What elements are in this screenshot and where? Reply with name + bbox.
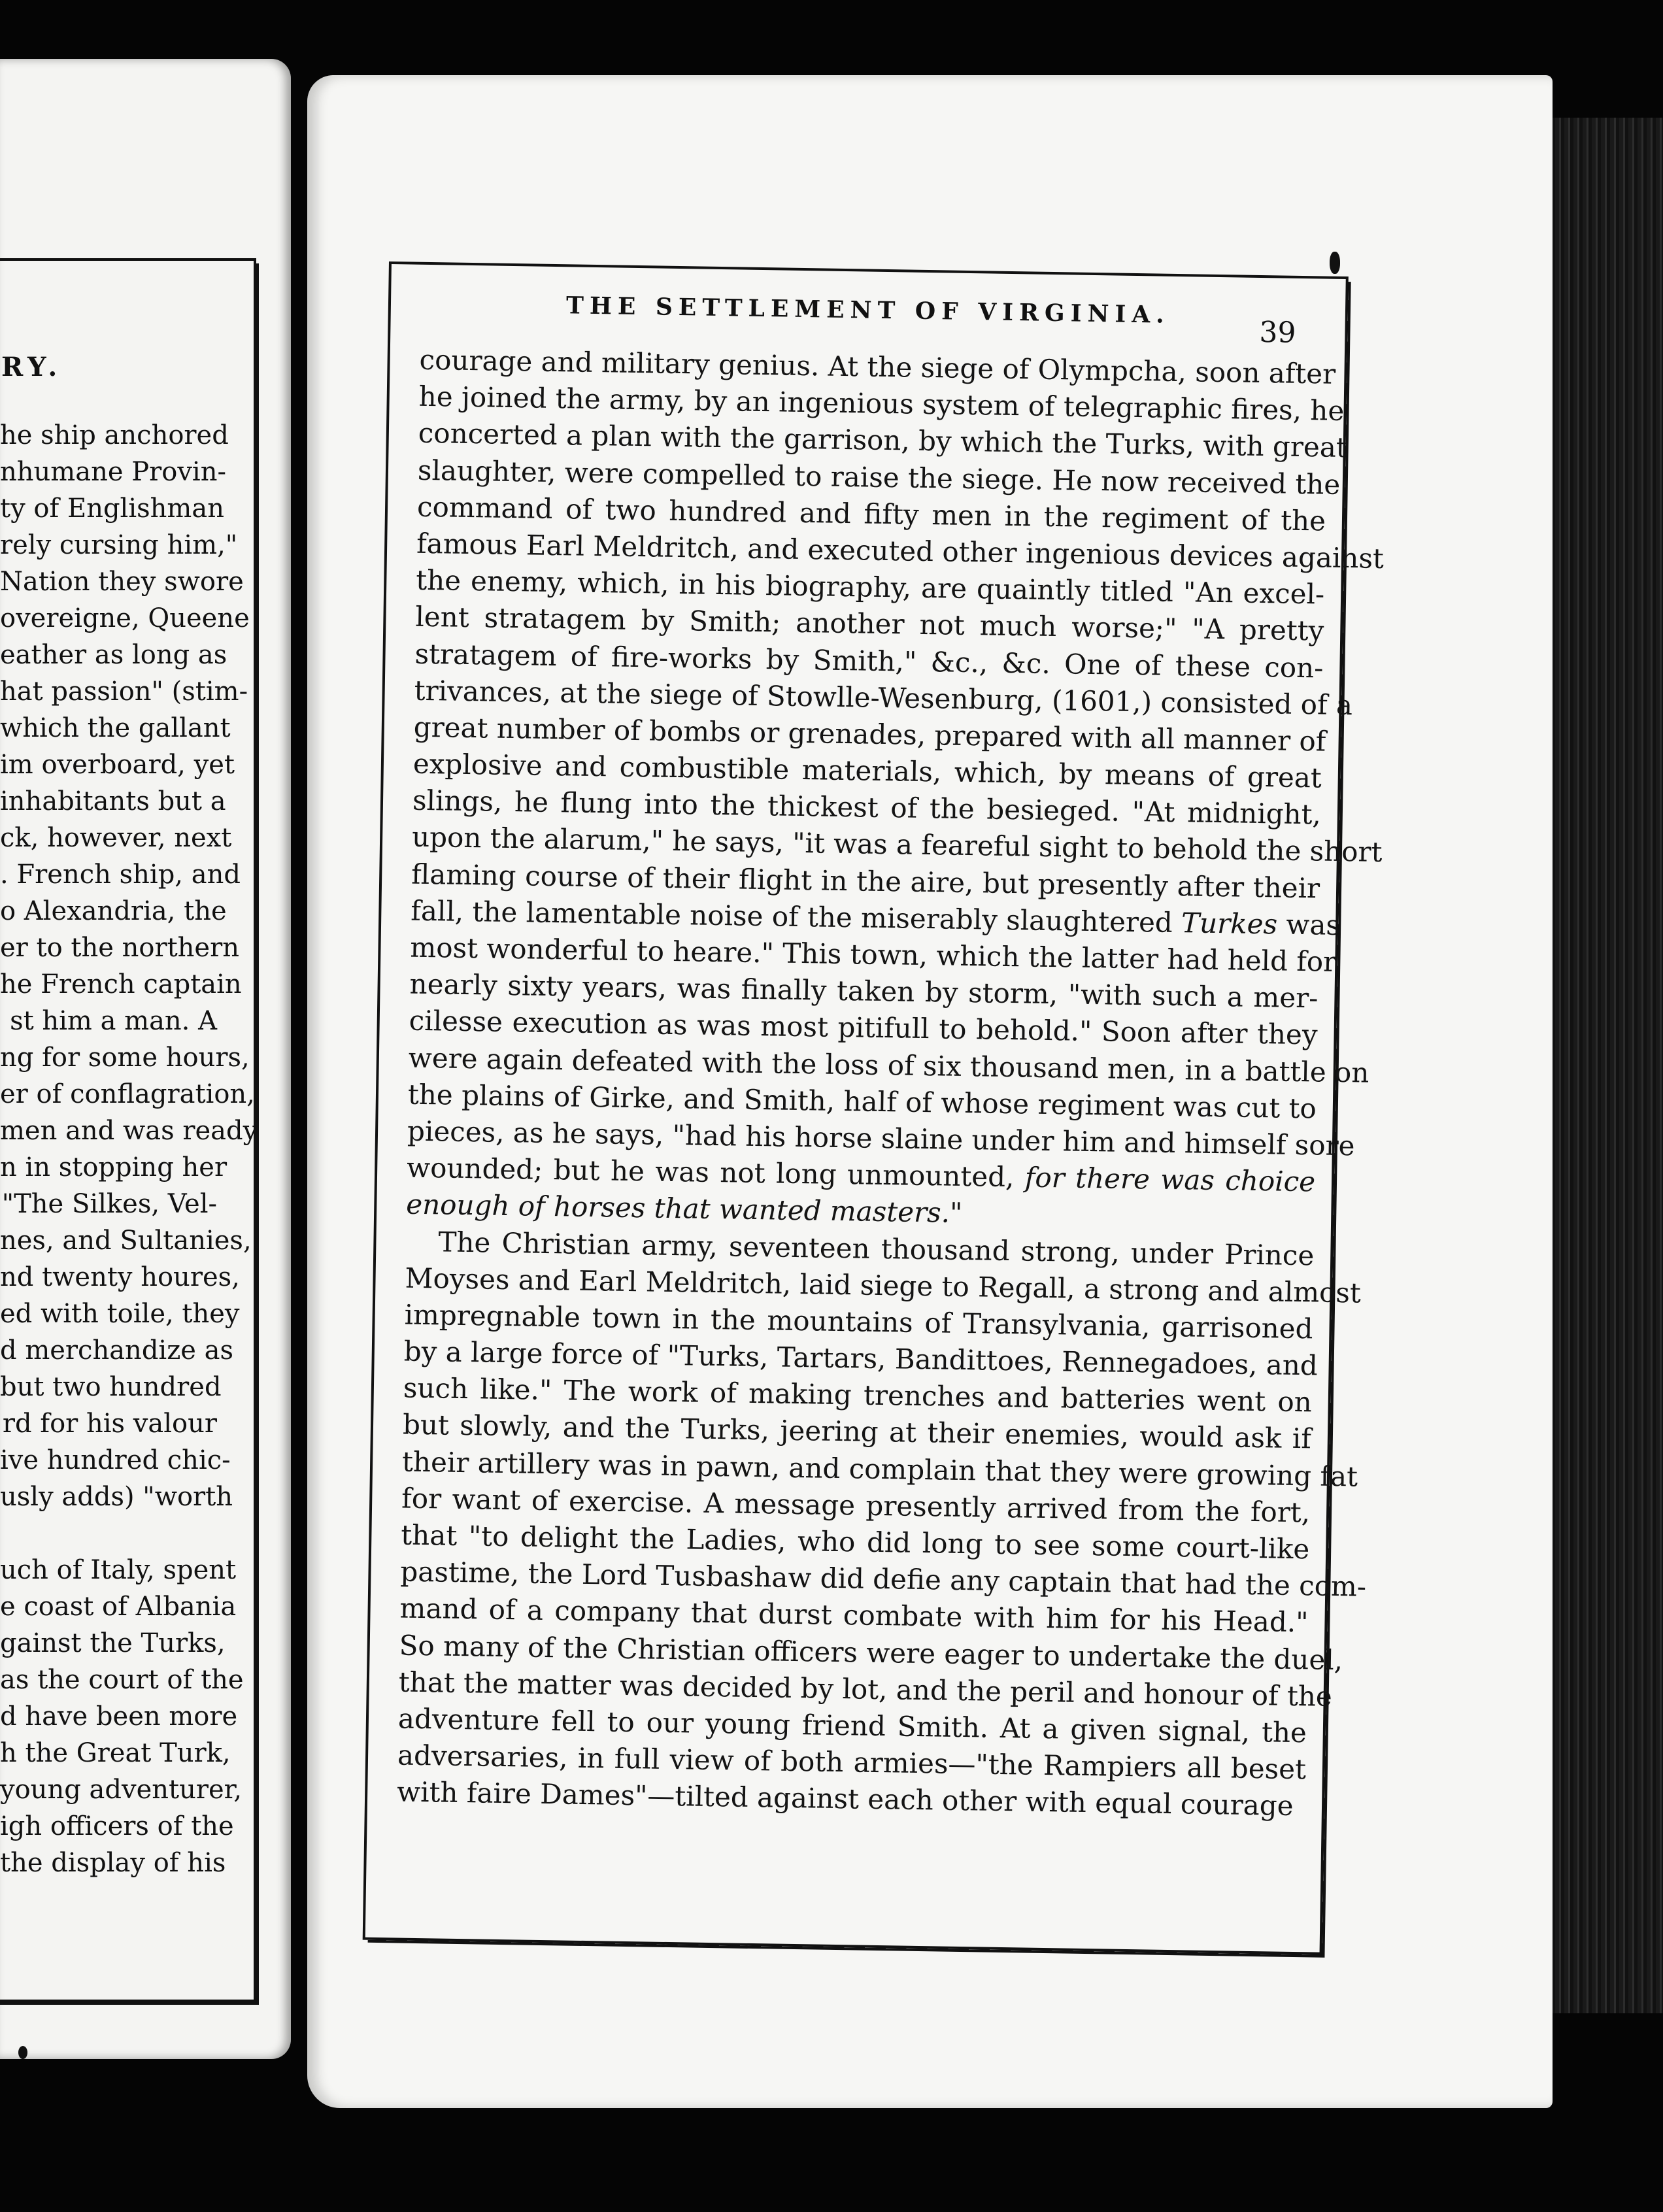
previous-page-line: usly adds) "worth [0, 1482, 233, 1512]
text-line: adversaries, in full view of both armies—"the Rampiers all beset [397, 1739, 1307, 1786]
text-line: that the matter was decided by lot, and the peril and honour of the [398, 1666, 1333, 1713]
page-text-frame [363, 261, 1385, 1955]
previous-page-line: he French captain [0, 969, 242, 999]
text-line: he joined the army, by an ingenious system of telegraphic fires, he [418, 380, 1345, 427]
text-line: pastime, the Lord Tusbashaw did defie any captain that had the com- [400, 1555, 1367, 1603]
text-line: cilesse execution as was most pitifull to behold." Soon after they [409, 1005, 1318, 1051]
previous-page-line: st him a man. A [10, 1006, 217, 1036]
text-line: the enemy, which, in his biography, are quaintly titled "An excel- [415, 563, 1325, 611]
previous-page-text [0, 417, 258, 1881]
text-line: Moyses and Earl Meldritch, laid siege to Regall, a strong and almost [405, 1262, 1362, 1309]
previous-page-line: which the gallant [0, 713, 231, 743]
text-line: for want of exercise. A message presently arrived from the fort, [401, 1482, 1311, 1529]
previous-page-line: ck, however, next [0, 823, 232, 853]
previous-page-line: ed with toile, they [0, 1299, 240, 1329]
text-line: wounded; but he was not long unmounted, for there was choice [406, 1151, 1316, 1198]
text-line: enough of horses that wanted masters." [405, 1188, 963, 1230]
text-line: pieces, as he says, "had his horse slaine under him and himself sore [407, 1114, 1355, 1162]
text-line: lent stratagem by Smith; another not much worse;" "A pretty [415, 601, 1324, 647]
text-line: nearly sixty years, was finally taken by storm, "with such a mer- [409, 967, 1319, 1014]
previous-page-line: d have been more [0, 1701, 238, 1732]
text-line: adventure fell to our young friend Smith. At a given signal, the [397, 1702, 1307, 1749]
previous-page-line: inhabitants but a [0, 786, 226, 816]
text-line: flaming course of their flight in the aire, but presently after their [411, 858, 1320, 905]
body-text [396, 342, 1385, 1825]
text-line: slaughter, were compelled to raise the siege. He now received the [417, 454, 1341, 501]
text-line: were again defeated with the loss of six thousand men, in a battle on [408, 1041, 1369, 1089]
previous-page-line: er to the northern [0, 933, 239, 963]
previous-page-line [0, 1515, 217, 1552]
previous-page-line: as the court of the [0, 1665, 244, 1695]
text-line: most wonderful to heare." This town, which the latter had held for [410, 931, 1337, 978]
previous-page-line: o Alexandria, the [0, 896, 227, 926]
previous-page [0, 59, 291, 2059]
running-head: THE SETTLEMENT OF VIRGINIA. [565, 292, 1171, 329]
text-line: by a large force of "Turks, Tartars, Bandittoes, Rennegadoes, and [403, 1335, 1319, 1382]
text-line: slings, he flung into the thickest of the besieged. "At midnight, [412, 784, 1322, 831]
previous-page-line: d merchandize as [0, 1335, 234, 1366]
previous-page-line: rely cursing him," [0, 530, 238, 560]
previous-page-line: n in stopping her [0, 1152, 227, 1182]
text-line: the plains of Girke, and Smith, half of whose regiment was cut to [407, 1078, 1317, 1125]
previous-page-line: nhumane Provin- [0, 457, 226, 487]
text-line: that "to delight the Ladies, who did long to see some court-like [401, 1518, 1310, 1566]
text-line: such like." The work of making trenches and batteries went on [403, 1371, 1313, 1418]
previous-page-line: igh officers of the [0, 1811, 234, 1841]
previous-page-line: hat passion" (stim- [0, 677, 248, 707]
previous-page-line: men and was ready [0, 1116, 258, 1146]
previous-page-line: eather as long as [0, 640, 227, 670]
ink-speck [1330, 252, 1340, 274]
text-line: famous Earl Meldritch, and executed other ingenious devices against [416, 527, 1385, 575]
previous-page-line: "The Silkes, Vel- [1, 1189, 217, 1219]
text-line: great number of bombs or grenades, prepared with all manner of [413, 711, 1326, 758]
previous-page-line: Nation they swore [0, 567, 244, 597]
previous-page-line: nes, and Sultanies, [0, 1226, 252, 1256]
previous-page-line: rd for his valour [2, 1409, 217, 1439]
ink-speck [18, 2046, 27, 2059]
previous-page-line: he ship anchored [0, 420, 229, 450]
text-line: command of two hundred and fifty men in the regiment of the [416, 490, 1326, 537]
previous-page-running-head: RY. [1, 352, 63, 382]
text-line: stratagem of fire-works by Smith," &c., &c. One of these con- [414, 637, 1324, 684]
text-line: So many of the Christian officers were eager to undertake the duel, [399, 1629, 1343, 1676]
previous-page-line: ive hundred chic- [0, 1445, 231, 1475]
text-line: The Christian army, seventeen thousand strong, under Prince [438, 1225, 1315, 1271]
page-number: 39 [1259, 315, 1296, 350]
previous-page-line: gainst the Turks, [0, 1628, 226, 1658]
text-line: explosive and combustible materials, which, by means of great [412, 747, 1322, 794]
text-line: courage and military genius. At the siege of Olympcha, soon after [419, 343, 1336, 390]
text-line: mand of a company that durst combate with him for his Head." [399, 1592, 1309, 1639]
previous-page-line: h the Great Turk, [0, 1738, 231, 1768]
previous-page-line: . French ship, and [0, 860, 241, 890]
text-line: their artillery was in pawn, and complain that they were growing fat [401, 1445, 1358, 1493]
previous-page-line: ng for some hours, [0, 1043, 250, 1073]
text-line: impregnable town in the mountains of Transylvania, garrisoned [404, 1298, 1313, 1345]
text-line: upon the alarum," he says, "it was a feareful sight to behold the short [411, 821, 1383, 869]
previous-page-line: er of conflagration, [0, 1079, 255, 1109]
previous-page-line: but two hundred [0, 1372, 222, 1402]
previous-page-line: e coast of Albania [0, 1592, 237, 1622]
text-line: but slowly, and the Turks, jeering at their enemies, would ask if [402, 1408, 1312, 1455]
previous-page-line: ty of Englishman [0, 494, 224, 524]
previous-page-line: im overboard, yet [0, 750, 235, 780]
previous-page-line: uch of Italy, spent [0, 1555, 237, 1585]
text-line: concerted a plan with the garrison, by which the Turks, with great [418, 417, 1348, 464]
book-binding [1546, 118, 1663, 2013]
previous-page-line: overeigne, Queene [0, 603, 250, 633]
book-page [307, 75, 1553, 2108]
text-line: with faire Dames"—tilted against each other with equal courage [396, 1775, 1294, 1822]
text-line: fall, the lamentable noise of the miserably slaughtered Turkes was [411, 894, 1341, 941]
previous-page-line: young adventurer, [0, 1775, 243, 1805]
previous-page-line: the display of his [0, 1848, 226, 1878]
text-line: trivances, at the siege of Stowlle-Wesenburg, (1601,) consisted of a [414, 674, 1353, 721]
previous-page-line: nd twenty houres, [0, 1262, 240, 1292]
